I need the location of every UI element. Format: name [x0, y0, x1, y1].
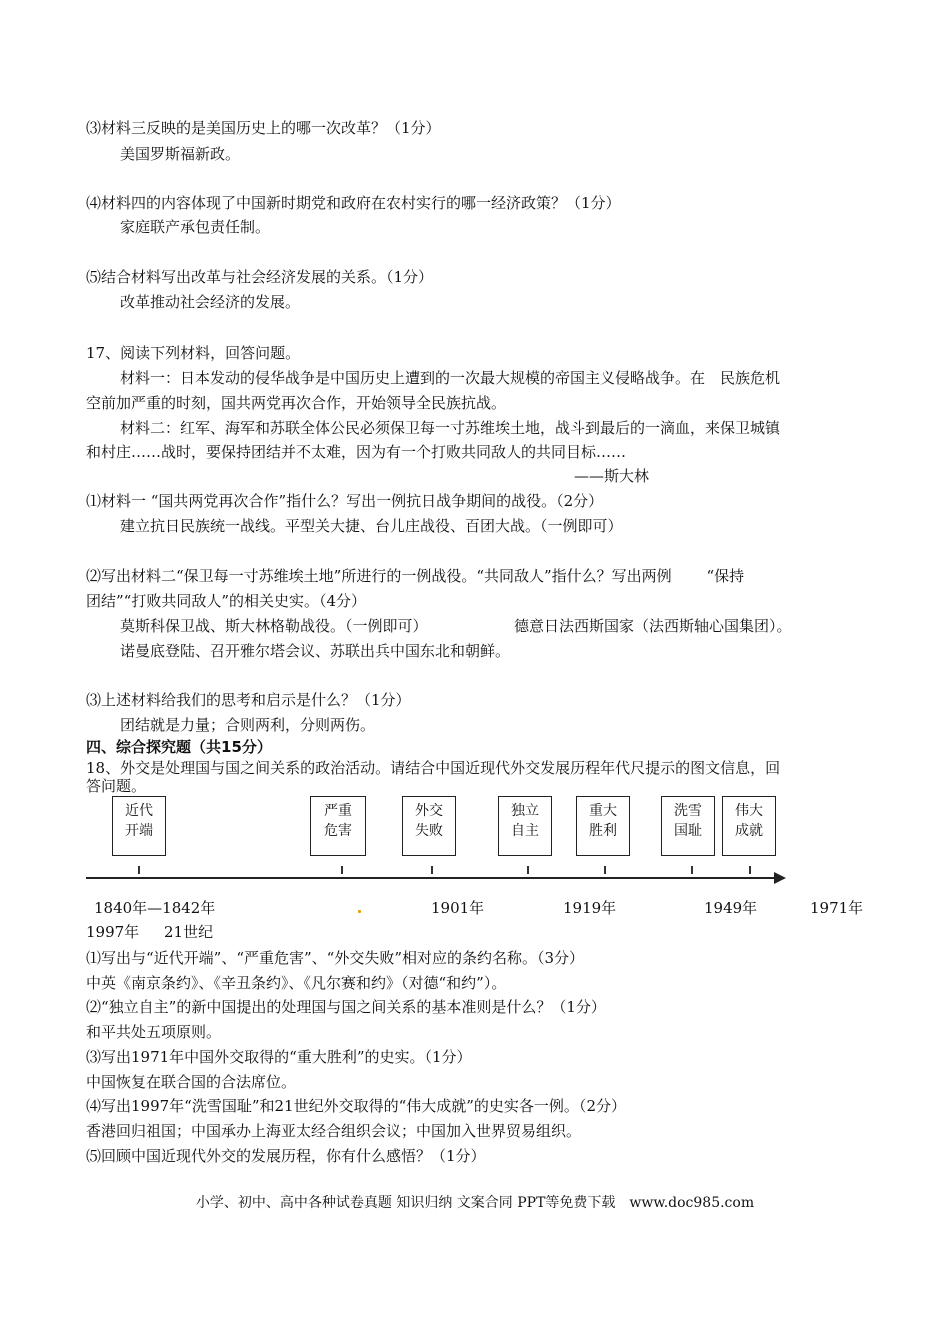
material-1-line-2: 空前加严重的时刻，国共两党再次合作，开始领导全民族抗战。: [86, 394, 507, 412]
timeline-box-label: 伟大: [735, 803, 763, 819]
timeline-box-major-victory: [576, 796, 630, 856]
timeline-box-label: 开端: [125, 823, 153, 839]
material-2-line-1: 材料二：红军、海军和苏联全体公民必须保卫每一寸苏维埃土地，战斗到最后的一滴血，来保卫城镇: [120, 419, 781, 437]
question-17-3-text: ⑶上述材料给我们的思考和启示是什么？（1分）: [86, 691, 411, 709]
timeline-tick: [138, 866, 140, 874]
timeline-box-diplomatic-failure: [402, 796, 456, 856]
answer-17-3-text: 团结就是力量；合则两利，分则两伤。: [120, 716, 376, 734]
timeline-arrow-icon: [774, 872, 786, 884]
timeline-year: 1901年: [431, 899, 485, 917]
answer-17-1-text: 建立抗日民族统一战线。平型关大捷、台儿庄战役、百团大战。（一例即可）: [120, 517, 623, 535]
timeline-box-label: 国耻: [674, 823, 702, 839]
question-18-5-text: ⑸回顾中国近现代外交的发展历程，你有什么感悟？（1分）: [86, 1147, 486, 1165]
question-18-4-text: ⑷写出1997年“洗雪国耻”和21世纪外交取得的“伟大成就”的史实各一例。（2分）: [86, 1097, 626, 1115]
timeline-year: 21世纪: [164, 923, 214, 941]
timeline-tick: [341, 866, 343, 874]
question-4-text: ⑷材料四的内容体现了中国新时期党和政府在农村实行的哪一经济政策？（1分）: [86, 194, 621, 212]
question-17-2-line-2: 团结”“打败共同敌人”的相关史实。（4分）: [86, 592, 367, 610]
question-18-3-text: ⑶写出1971年中国外交取得的“重大胜利”的史实。（1分）: [86, 1048, 472, 1066]
answer-3-text: 美国罗斯福新政。: [120, 145, 241, 163]
timeline-box-label: 独立: [511, 803, 539, 819]
timeline-box-independence: [498, 796, 552, 856]
answer-17-2-part-a: 莫斯科保卫战、斯大林格勒战役。（一例即可）: [120, 617, 428, 635]
answer-17-2-line-2: 诺曼底登陆、召开雅尔塔会议、苏联出兵中国东北和朝鲜。: [120, 642, 511, 660]
question-5-text: ⑸结合材料写出改革与社会经济发展的关系。（1分）: [86, 268, 434, 286]
answer-18-2-text: 和平共处五项原则。: [86, 1023, 222, 1041]
timeline-box-label: 外交: [415, 803, 443, 819]
timeline-box-great-achievement: [722, 796, 776, 856]
timeline-box-modern-start: [112, 796, 166, 856]
decorative-dot: [358, 910, 361, 913]
timeline-box-label: 失败: [415, 823, 443, 839]
question-18-1-text: ⑴写出与“近代开端”、“严重危害”、“外交失败”相对应的条约名称。（3分）: [86, 949, 585, 967]
answer-17-2-part-b: 德意日法西斯国家（法西斯轴心国集团）。: [514, 617, 792, 635]
answer-18-3-text: 中国恢复在联合国的合法席位。: [86, 1073, 297, 1091]
page-footer: 小学、初中、高中各种试卷真题 知识归纳 文案合同 PPT等免费下载 www.doc985.com: [195, 1195, 755, 1211]
answer-18-1-text: 中英《南京条约》、《辛丑条约》、《凡尔赛和约》（对德“和约”）。: [86, 974, 507, 992]
timeline-tick: [527, 866, 529, 874]
timeline-tick: [431, 866, 433, 874]
question-18-intro-line-2: 答问题。: [86, 777, 147, 795]
timeline-year: 1840年—1842年: [94, 899, 216, 917]
timeline-box-label: 重大: [589, 803, 617, 819]
material-2-line-2: 和村庄……战时，要保持团结并不太难，因为有一个打败共同敌人的共同目标……: [86, 443, 627, 461]
timeline-box-label: 严重: [324, 803, 352, 819]
answer-5-text: 改革推动社会经济的发展。: [120, 293, 301, 311]
timeline-box-label: 成就: [735, 823, 763, 839]
timeline-tick: [604, 866, 606, 874]
timeline-year: 1949年: [704, 899, 758, 917]
question-17-2-line-1: ⑵写出材料二“保卫每一寸苏维埃土地”所进行的一例战役。“共同敌人”指什么？写出两例 “保持: [86, 567, 745, 585]
question-17-1-text: ⑴材料一 “国共两党再次合作”指什么？写出一例抗日战争期间的战役。（2分）: [86, 492, 604, 510]
question-17-title: 17、阅读下列材料，回答问题。: [86, 344, 301, 362]
question-18-2-text: ⑵“独立自主”的新中国提出的处理国与国之间关系的基本准则是什么？（1分）: [86, 998, 606, 1016]
answer-4-text: 家庭联产承包责任制。: [120, 218, 271, 236]
section-4-title: 四、综合探究题（共15分）: [86, 738, 272, 756]
timeline-box-label: 危害: [324, 823, 352, 839]
timeline-box-label: 胜利: [589, 823, 617, 839]
material-2-source: ——斯大林: [574, 467, 650, 485]
timeline-axis: [86, 877, 776, 879]
timeline-box-national-humiliation-washed: [661, 796, 715, 856]
question-3-text: ⑶材料三反映的是美国历史上的哪一次改革？（1分）: [86, 119, 441, 137]
question-18-intro-line-1: 18、外交是处理国与国之间关系的政治活动。请结合中国近现代外交发展历程年代尺提示的图文信息，回: [86, 759, 781, 777]
timeline-box-serious-harm: [310, 796, 366, 856]
timeline-year: 1997年: [86, 923, 140, 941]
material-1-line-1: 材料一：日本发动的侵华战争是中国历史上遭到的一次最大规模的帝国主义侵略战争。在 民族危机: [120, 369, 781, 387]
timeline-box-label: 洗雪: [674, 803, 702, 819]
answer-18-4-text: 香港回归祖国；中国承办上海亚太经合组织会议；中国加入世界贸易组织。: [86, 1122, 582, 1140]
timeline-year: 1971年: [810, 899, 864, 917]
timeline-box-label: 近代: [125, 803, 153, 819]
timeline-tick: [749, 866, 751, 874]
timeline-tick: [691, 866, 693, 874]
timeline-box-label: 自主: [511, 823, 539, 839]
timeline-year: 1919年: [563, 899, 617, 917]
